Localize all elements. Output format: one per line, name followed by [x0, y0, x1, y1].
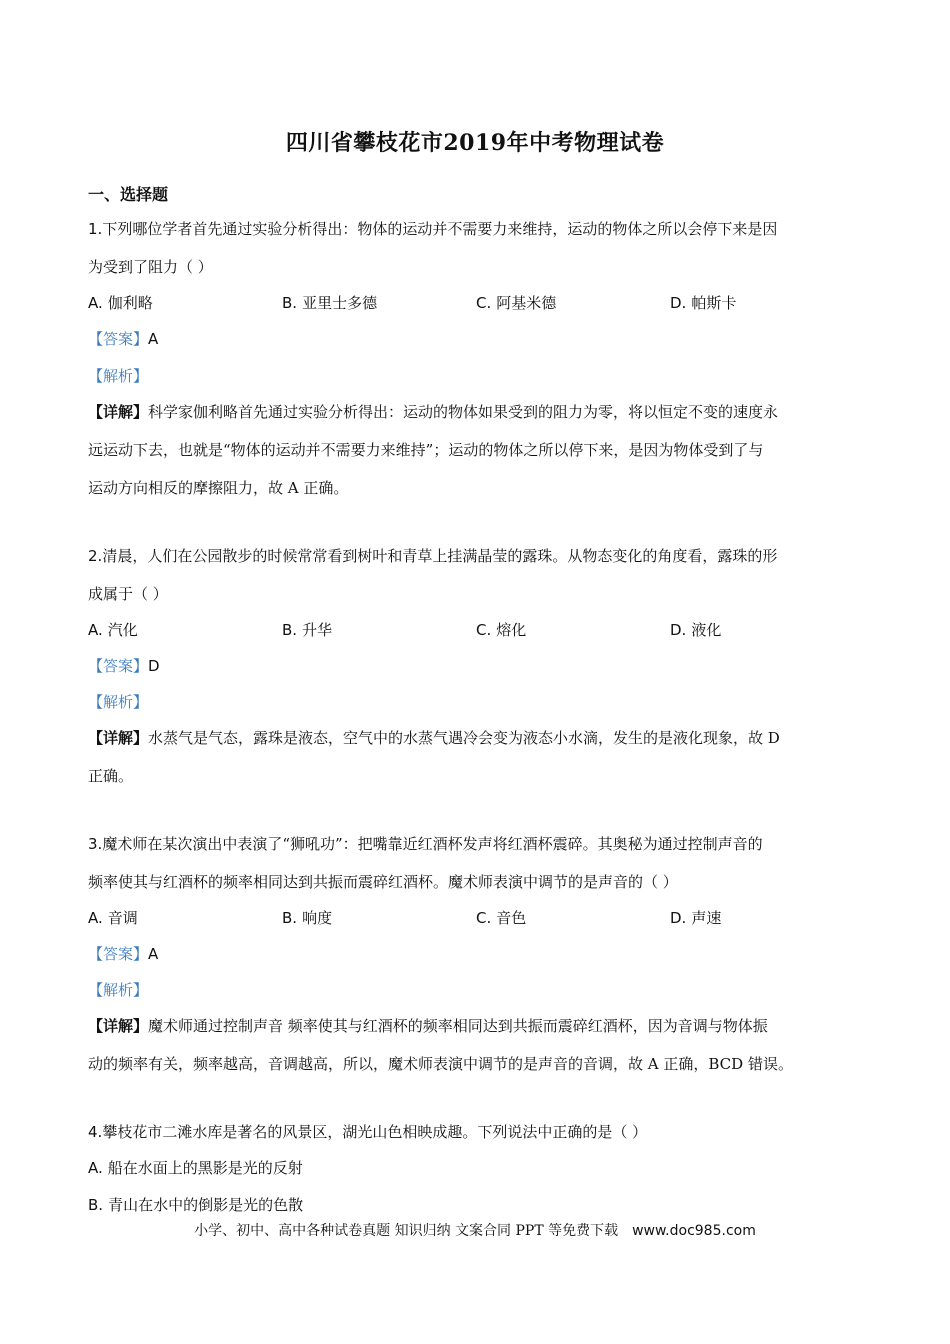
question-3-analysis: 【解析】: [88, 981, 149, 999]
footer-url[interactable]: www.doc985.com: [632, 1223, 756, 1239]
question-number: 2.: [88, 547, 103, 565]
question-1-line-2: 为受到了阻力（ ）: [88, 258, 213, 276]
page-footer: [0, 1220, 950, 1240]
question-3-line-1: 3.魔术师在某次演出中表演了“狮吼功”：把嘴靠近红酒杯发声将红酒杯震碎。其奥秘为通过控制声音的: [88, 835, 763, 853]
question-1-detail-2: 远运动下去，也就是“物体的运动并不需要力来维持”；运动的物体之所以停下来，是因为物体受到了与: [88, 441, 764, 459]
question-2-detail-1: 【详解】水蒸气是气态，露珠是液态，空气中的水蒸气遇冷会变为液态小水滴，发生的是液化现象，故 D: [88, 729, 780, 747]
question-1-line-1: 1.下列哪位学者首先通过实验分析得出：物体的运动并不需要力来维持，运动的物体之所以会停下来是因: [88, 220, 778, 238]
question-2-option-b: B. 升华: [282, 621, 333, 639]
question-number: 3.: [88, 835, 103, 853]
question-number: 4.: [88, 1123, 103, 1141]
question-2-line-1: 2.清晨，人们在公园散步的时候常常看到树叶和青草上挂满晶莹的露珠。从物态变化的角度看，露珠的形: [88, 547, 778, 565]
footer-text: 小学、初中、高中各种试卷真题 知识归纳 文案合同 PPT 等免费下载: [194, 1223, 619, 1239]
question-1-option-b: B. 亚里士多德: [282, 294, 378, 312]
question-3-line-2: 频率使其与红酒杯的频率相同达到共振而震碎红酒杯。魔术师表演中调节的是声音的（ ）: [88, 873, 678, 891]
question-3-option-b: B. 响度: [282, 909, 333, 927]
question-3-option-a: A. 音调: [88, 909, 138, 927]
question-4-option-a: A. 船在水面上的黑影是光的反射: [88, 1159, 303, 1177]
question-1-answer: 【答案】A: [88, 330, 159, 348]
question-2-analysis: 【解析】: [88, 693, 149, 711]
section-heading: 一、选择题: [88, 185, 169, 204]
question-1-option-a: A. 伽利略: [88, 294, 153, 312]
question-3-option-d: D. 声速: [670, 909, 722, 927]
question-4-line-1: 4.攀枝花市二滩水库是著名的风景区，湖光山色相映成趣。下列说法中正确的是（ ）: [88, 1123, 648, 1141]
question-1-analysis: 【解析】: [88, 367, 149, 385]
question-1-option-d: D. 帕斯卡: [670, 294, 737, 312]
question-3-option-c: C. 音色: [476, 909, 527, 927]
question-2-option-c: C. 熔化: [476, 621, 527, 639]
question-3-detail-1: 【详解】魔术师通过控制声音 频率使其与红酒杯的频率相同达到共振而震碎红酒杯，因为音调与物体振: [88, 1017, 768, 1035]
question-4-option-b: B. 青山在水中的倒影是光的色散: [88, 1196, 304, 1214]
question-3-answer: 【答案】A: [88, 945, 159, 963]
question-2-detail-2: 正确。: [88, 767, 134, 785]
question-1-option-c: C. 阿基米德: [476, 294, 557, 312]
question-3-detail-2: 动的频率有关，频率越高，音调越高，所以，魔术师表演中调节的是声音的音调，故 A 正确，BCD 错误。: [88, 1055, 793, 1073]
question-1-detail-1: 【详解】科学家伽利略首先通过实验分析得出：运动的物体如果受到的阻力为零，将以恒定不变的速度永: [88, 403, 779, 421]
question-2-option-d: D. 液化: [670, 621, 722, 639]
document-title: 四川省攀枝花市2019年中考物理试卷: [285, 130, 665, 156]
question-2-answer: 【答案】D: [88, 657, 160, 675]
question-number: 1.: [88, 220, 103, 238]
question-1-detail-3: 运动方向相反的摩擦阻力，故 A 正确。: [88, 479, 349, 497]
question-2-line-2: 成属于（ ）: [88, 585, 168, 603]
question-2-option-a: A. 汽化: [88, 621, 138, 639]
